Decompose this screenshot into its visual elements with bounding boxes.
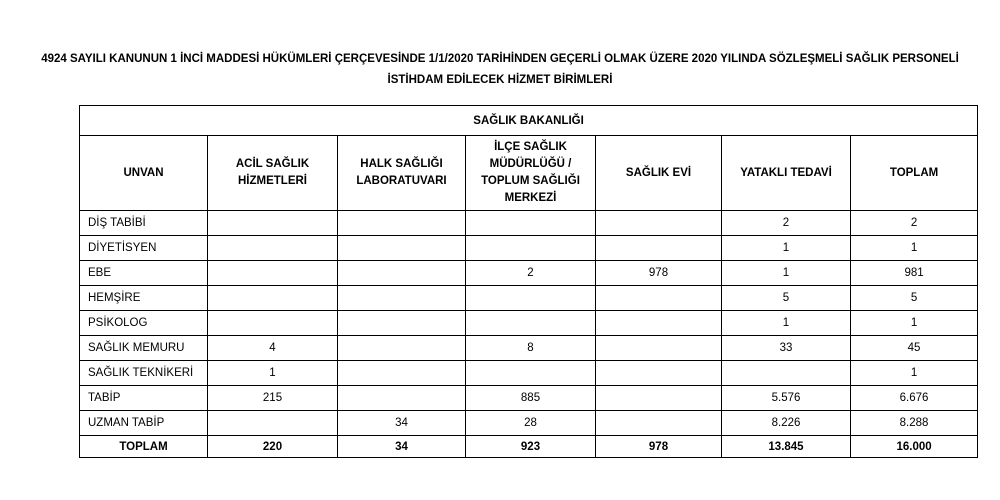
total-cell: 16.000 — [851, 436, 978, 458]
table-row — [80, 211, 978, 236]
value-cell — [208, 236, 338, 261]
value-cell: 885 — [466, 386, 596, 411]
value-cell: 45 — [851, 336, 978, 361]
value-cell — [338, 211, 466, 236]
table-row — [80, 261, 978, 286]
value-cell — [338, 236, 466, 261]
value-cell — [596, 211, 722, 236]
value-cell — [338, 361, 466, 386]
value-cell: 1 — [722, 311, 851, 336]
value-cell: 981 — [851, 261, 978, 286]
document-title-line2: İSTİHDAM EDİLECEK HİZMET BİRİMLERİ — [387, 74, 613, 86]
value-cell — [466, 236, 596, 261]
value-cell: 5 — [722, 286, 851, 311]
value-cell: 8 — [466, 336, 596, 361]
value-cell — [338, 286, 466, 311]
table-row — [80, 411, 978, 436]
value-cell: 215 — [208, 386, 338, 411]
total-cell: 978 — [596, 436, 722, 458]
value-cell — [338, 336, 466, 361]
value-cell: 4 — [208, 336, 338, 361]
column-header: YATAKLI TEDAVİ — [722, 136, 851, 211]
ministry-header: SAĞLIK BAKANLIĞI — [80, 106, 978, 136]
column-header-row — [80, 136, 978, 211]
value-cell — [596, 286, 722, 311]
table-row — [80, 286, 978, 311]
value-cell — [596, 311, 722, 336]
table-row — [80, 386, 978, 411]
total-cell: 34 — [338, 436, 466, 458]
value-cell: 2 — [722, 211, 851, 236]
value-cell — [208, 411, 338, 436]
row-title-cell: SAĞLIK MEMURU — [80, 336, 208, 361]
value-cell — [596, 336, 722, 361]
value-cell — [596, 386, 722, 411]
value-cell — [338, 386, 466, 411]
value-cell — [596, 236, 722, 261]
value-cell: 1 — [722, 236, 851, 261]
value-cell — [466, 311, 596, 336]
column-header: ACİL SAĞLIK HİZMETLERİ — [208, 136, 338, 211]
value-cell: 33 — [722, 336, 851, 361]
total-cell: 220 — [208, 436, 338, 458]
value-cell — [338, 261, 466, 286]
value-cell: 34 — [338, 411, 466, 436]
row-title-cell: DİŞ TABİBİ — [80, 211, 208, 236]
value-cell: 5.576 — [722, 386, 851, 411]
value-cell: 8.288 — [851, 411, 978, 436]
column-header: SAĞLIK EVİ — [596, 136, 722, 211]
value-cell — [208, 211, 338, 236]
value-cell — [208, 286, 338, 311]
value-cell — [722, 361, 851, 386]
value-cell — [208, 261, 338, 286]
personnel-table — [79, 105, 978, 458]
value-cell: 6.676 — [851, 386, 978, 411]
document-title-line1: 4924 SAYILI KANUNUN 1 İNCİ MADDESİ HÜKÜMLERİ ÇERÇEVESİNDE 1/1/2020 TARİHİNDEN GEÇERLİ OLMAK ÜZERE 2020 YILINDA SÖZLEŞMELİ SAĞLIK PERSONELİ — [41, 53, 959, 65]
value-cell: 1 — [208, 361, 338, 386]
total-cell: 923 — [466, 436, 596, 458]
row-title-cell: UZMAN TABİP — [80, 411, 208, 436]
value-cell: 1 — [851, 311, 978, 336]
column-header: HALK SAĞLIĞI LABORATUVARI — [338, 136, 466, 211]
value-cell: 2 — [466, 261, 596, 286]
value-cell — [466, 361, 596, 386]
column-header: İLÇE SAĞLIK MÜDÜRLÜĞÜ / TOPLUM SAĞLIĞI MERKEZİ — [466, 136, 596, 211]
row-title-cell: HEMŞİRE — [80, 286, 208, 311]
row-title-cell: TABİP — [80, 386, 208, 411]
value-cell: 1 — [851, 361, 978, 386]
column-header: UNVAN — [80, 136, 208, 211]
total-cell: TOPLAM — [80, 436, 208, 458]
value-cell — [466, 286, 596, 311]
value-cell: 28 — [466, 411, 596, 436]
row-title-cell: PSİKOLOG — [80, 311, 208, 336]
value-cell: 1 — [851, 236, 978, 261]
row-title-cell: DİYETİSYEN — [80, 236, 208, 261]
value-cell: 5 — [851, 286, 978, 311]
row-title-cell: SAĞLIK TEKNİKERİ — [80, 361, 208, 386]
value-cell: 2 — [851, 211, 978, 236]
value-cell — [466, 211, 596, 236]
row-title-cell: EBE — [80, 261, 208, 286]
value-cell: 8.226 — [722, 411, 851, 436]
value-cell — [596, 411, 722, 436]
value-cell: 1 — [722, 261, 851, 286]
value-cell: 978 — [596, 261, 722, 286]
table-row — [80, 311, 978, 336]
value-cell — [596, 361, 722, 386]
value-cell — [338, 311, 466, 336]
total-cell: 13.845 — [722, 436, 851, 458]
table-row — [80, 361, 978, 386]
table-row — [80, 336, 978, 361]
total-row — [80, 436, 978, 458]
column-header: TOPLAM — [851, 136, 978, 211]
value-cell — [208, 311, 338, 336]
table-row — [80, 236, 978, 261]
